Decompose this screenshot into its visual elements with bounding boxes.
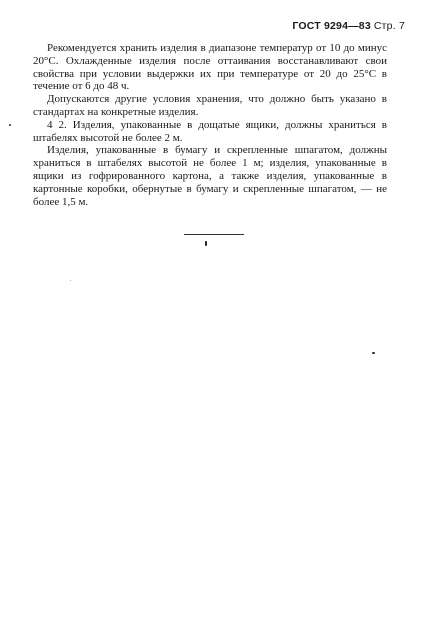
page-number: Стр. 7: [373, 20, 405, 32]
body-text: [33, 42, 387, 208]
scan-speck: [372, 352, 375, 354]
page-header: [292, 20, 405, 32]
paragraph-clause-4-2: 4 2. Изделия, упакованные в дощатые ящики, должны храниться в штабелях высотой не более 2 м.: [33, 118, 387, 144]
scan-speck: [9, 124, 11, 126]
paragraph-stacking-height: Изделия, упакованные в бумагу и скрепленные шпагатом, должны храниться в штабелях высотой не более 1 м; изделия, упакованные в ящики из гофрированного картона, а также изделия, упакованные в картонные коробки, обернутые в бумагу и скрепленные шпагатом, — не более 1,5 м.: [33, 144, 387, 208]
scan-speck: [70, 280, 71, 281]
standard-number: ГОСТ 9294—83: [292, 20, 371, 32]
scan-speck: [205, 241, 207, 246]
paragraph-storage-temperature: Рекомендуется хранить изделия в диапазоне температур от 10 до минус 20°С. Охлажденные изделия после оттаивания восстанавливают свои свойства при условии выдержки их при температуре от 20 до 25°С в течение от 6 до 48 ч.: [33, 42, 387, 93]
section-divider: [184, 234, 244, 235]
paragraph-other-conditions: Допускаются другие условия хранения, что должно быть указано в стандартах на конкретные изделия.: [33, 93, 387, 118]
